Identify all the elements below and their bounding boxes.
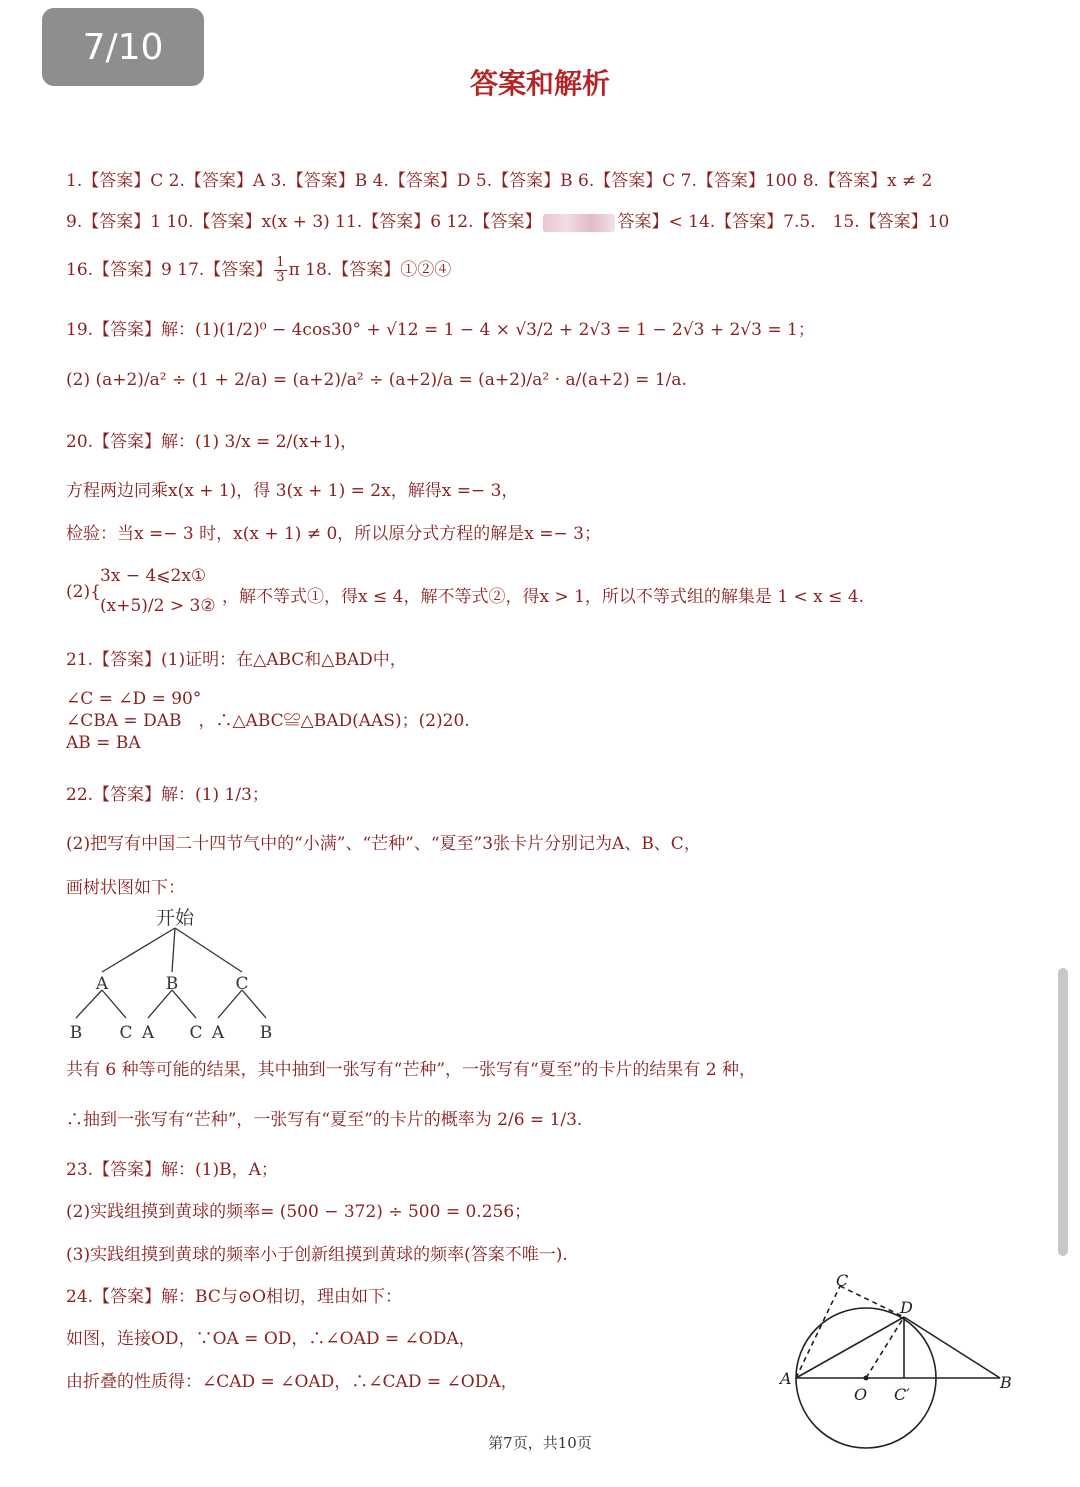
tree-leaf: B (69, 1023, 83, 1043)
label-c: C (836, 1271, 849, 1290)
q24-step2: 由折叠的性质得：∠CAD = ∠OAD，∴∠CAD = ∠ODA， (66, 1372, 518, 1392)
inequality-1: 3x − 4⩽2x① (100, 566, 207, 586)
answer-line-3-part-b: π 18.【答案】①②④ (288, 260, 452, 280)
tree-root: 开始 (155, 907, 195, 929)
answer-line-1: 1.【答案】C 2.【答案】A 3.【答案】B 4.【答案】D 5.【答案】B 6.【答案】C 7.【答案】100 8.【答案】x ≠ 2 (66, 171, 933, 191)
condition-3: AB = BA (66, 733, 141, 753)
tree-node-a: A (95, 974, 109, 994)
congruence-system (66, 688, 470, 754)
q22-probability: ∴抽到一张写有“芒种”，一张写有“夏至”的卡片的概率为 2/6 = 1/3. (66, 1110, 583, 1130)
page-counter-badge: 7/10 (42, 8, 204, 86)
tree-node-b: B (165, 974, 179, 994)
q21-intro: 21.【答案】(1)证明：在△ABC和△BAD中， (66, 650, 407, 670)
q20-check: 检验：当x =− 3 时，x(x + 1) ≠ 0，所以原分式方程的解是x =− 3； (66, 524, 601, 544)
fraction-one-third (274, 256, 286, 285)
tree-diagram (60, 900, 300, 1050)
q24-intro: 24.【答案】解：BC与⊙O相切，理由如下： (66, 1287, 403, 1307)
q20-part1: 20.【答案】解：(1) 3/x = 2/(x+1)， (66, 432, 358, 452)
tree-leaf: C (189, 1023, 203, 1043)
answer-line-2-part-a: 9.【答案】1 10.【答案】x(x + 3) 11.【答案】6 12.【答案】 (66, 212, 542, 232)
inequality-solution: ，解不等式①，得x ≤ 4，解不等式②，得x > 1，所以不等式组的解集是 1 < x ≤ 4. (222, 587, 865, 607)
page-footer: 第7页，共10页 (488, 1434, 592, 1452)
q19-part2: (2) (a+2)/a² ÷ (1 + 2/a) = (a+2)/a² ÷ (a+2)/a = (a+2)/a² · a/(a+2) = 1/a. (66, 370, 687, 390)
tree-leaf: B (259, 1023, 273, 1043)
condition-2: ∠CBA = DAB ，∴△ABC≌△BAD(AAS)；(2)20. (66, 711, 470, 731)
inequality-2: (x+5)/2 > 3② (100, 596, 216, 616)
q22-tree-intro: 画树状图如下： (66, 878, 185, 898)
scrollbar-thumb[interactable] (1058, 968, 1068, 1256)
q24-step1: 如图，连接OD，∵OA = OD，∴∠OAD = ∠ODA， (66, 1329, 476, 1349)
blurred-region (543, 214, 615, 232)
answer-line-2-part-b: 答案】< 14.【答案】7.5． 15.【答案】10 (617, 212, 950, 232)
q22-part1: 22.【答案】解：(1) 1/3； (66, 785, 269, 805)
tree-leaf: A (141, 1023, 155, 1043)
fraction-denominator: 3 (276, 270, 285, 285)
tree-node-c: C (235, 974, 249, 994)
tree-leaf: A (211, 1023, 225, 1043)
answer-line-3-part-a: 16.【答案】9 17.【答案】 (66, 260, 273, 280)
label-d: D (900, 1298, 913, 1317)
geometry-figure (770, 1270, 1030, 1450)
answer-line-3 (66, 255, 451, 285)
label-o: O (854, 1385, 868, 1404)
inequality-prefix: (2){ (66, 582, 101, 602)
label-b: B (1000, 1373, 1012, 1392)
label-a: A (780, 1369, 792, 1388)
q23-part2: (2)实践组摸到黄球的频率= (500 − 372) ÷ 500 = 0.256； (66, 1202, 532, 1222)
condition-1: ∠C = ∠D = 90° (66, 689, 202, 709)
fraction-numerator: 1 (276, 255, 285, 270)
page-title: 答案和解析 (469, 67, 610, 100)
label-c-prime: C′ (894, 1385, 910, 1404)
tree-leaf: C (119, 1023, 133, 1043)
q22-part2: (2)把写有中国二十四节气中的“小满”、“芒种”、“夏至”3张卡片分别记为A、B、C， (66, 834, 701, 854)
q22-result: 共有 6 种等可能的结果，其中抽到一张写有“芒种”，一张写有“夏至”的卡片的结果有 2 种， (66, 1060, 757, 1080)
answer-line-2 (66, 207, 949, 232)
q23-part3: (3)实践组摸到黄球的频率小于创新组摸到黄球的频率(答案不唯一). (66, 1245, 568, 1265)
q20-step: 方程两边同乘x(x + 1)，得 3(x + 1) = 2x，解得x =− 3， (66, 481, 519, 501)
q23-part1: 23.【答案】解：(1)B，A； (66, 1160, 278, 1180)
q19-part1: 19.【答案】解：(1)(1/2)⁰ − 4cos30° + √12 = 1 − 4 × √3/2 + 2√3 = 1 − 2√3 + 2√3 = 1； (66, 320, 815, 340)
